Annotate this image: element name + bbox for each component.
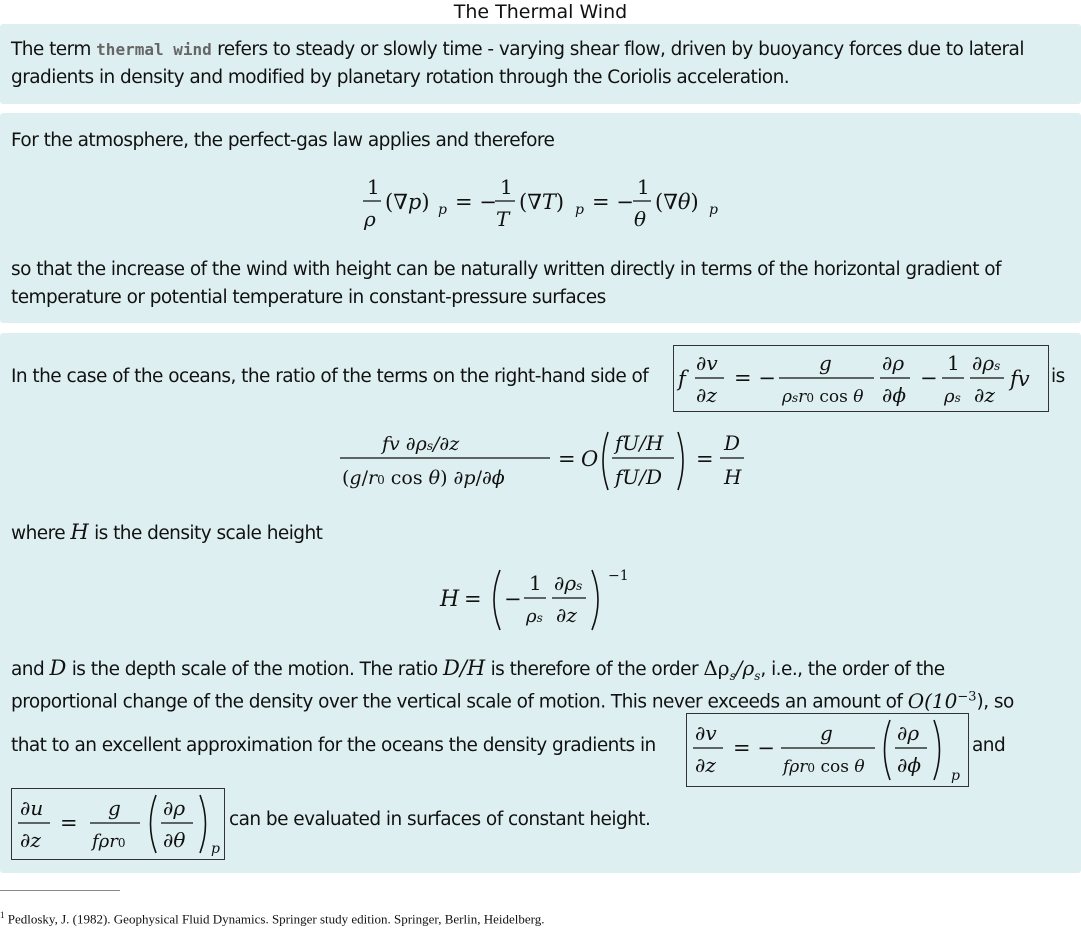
svg-text:−: −	[920, 366, 938, 390]
svg-text:fv ∂ρs/∂z: fv ∂ρs/∂z	[381, 433, 459, 455]
var-D: D	[49, 656, 67, 680]
order-big-text: O(10	[907, 688, 958, 713]
svg-text:1: 1	[528, 571, 542, 595]
svg-text:D: D	[723, 431, 740, 455]
svg-text:fρr0 cos θ: fρr0 cos θ	[783, 757, 865, 777]
intro-text-before: The term	[11, 39, 91, 60]
footnote-text: Pedlosky, J. (1982). Geophysical Fluid Dynamics. Springer study edition. Springer, Berlin, Heidelberg.	[7, 911, 545, 927]
order-sub-2: s	[754, 669, 761, 683]
svg-text:fU/H: fU/H	[614, 431, 663, 455]
svg-text:∂ρs: ∂ρs	[553, 571, 582, 595]
svg-text:=: =	[60, 811, 78, 835]
svg-text:1: 1	[636, 175, 650, 199]
d-rest-1: is the depth scale of the motion. The ratio	[71, 659, 438, 680]
svg-text:p: p	[574, 202, 584, 218]
svg-text:O: O	[580, 447, 598, 471]
du-dz-eq-framed	[11, 788, 225, 860]
svg-text:(∇θ): (∇θ)	[654, 190, 699, 214]
svg-text:fv: fv	[1010, 367, 1030, 391]
svg-text:1: 1	[499, 175, 513, 199]
svg-text:= −: = −	[733, 736, 775, 760]
svg-text:p: p	[708, 202, 718, 218]
svg-text:f: f	[678, 367, 686, 391]
svg-text:(∇p): (∇p)	[384, 190, 430, 214]
gas-law-equation	[0, 172, 1081, 232]
ratio-DH: D/H	[443, 656, 486, 680]
d-rest-2: is therefore of the order	[490, 659, 699, 680]
svg-text:(g/r0 cos θ) ∂p/∂ϕ: (g/r0 cos θ) ∂p/∂ϕ	[341, 467, 505, 489]
svg-text:H: H	[723, 465, 741, 489]
oceans-lead-end: is	[1051, 366, 1065, 387]
svg-text:H: H	[439, 587, 459, 612]
intro-paragraph	[11, 36, 1070, 92]
dv-dz-eq-framed	[686, 713, 969, 787]
svg-text:(∇T): (∇T)	[518, 190, 564, 214]
svg-text:∂z: ∂z	[696, 383, 717, 407]
svg-text:ρ: ρ	[363, 207, 376, 231]
order-big	[908, 689, 977, 713]
line-2-text: proportional change of the density over the vertical scale of motion. This never exceeds an amount of	[11, 691, 903, 713]
thermal-wind-term: thermal wind	[96, 40, 212, 59]
svg-text:1: 1	[366, 175, 380, 199]
svg-text:∂v: ∂v	[696, 351, 718, 375]
d-line-3: that to an excellent approximation for the oceans the density gradients in	[11, 735, 656, 756]
svg-text:∂z: ∂z	[974, 383, 995, 407]
ratio-equation	[0, 426, 1081, 496]
svg-text:g: g	[820, 721, 833, 745]
svg-text:fρr0: fρr0	[92, 831, 126, 852]
svg-text:∂z: ∂z	[555, 603, 577, 627]
oceans-lead: In the case of the oceans, the ratio of the terms on the right-hand side of	[11, 366, 649, 387]
svg-text:fU/D: fU/D	[614, 465, 662, 489]
svg-text:T: T	[495, 207, 509, 231]
svg-text:=: =	[463, 587, 482, 611]
svg-text:1: 1	[947, 351, 960, 375]
where-a: where	[11, 523, 66, 544]
page-title: The Thermal Wind	[453, 1, 628, 23]
order-sub-1: s	[729, 669, 736, 683]
order-end: ), so	[976, 691, 1014, 713]
svg-text:∂v: ∂v	[695, 721, 717, 745]
d-rest-3: , i.e., the order of the	[760, 659, 945, 680]
var-H: H	[70, 520, 89, 544]
thermal-wind-eq-framed	[673, 345, 1049, 412]
svg-text:−1: −1	[607, 568, 629, 584]
svg-text:∂θ: ∂θ	[163, 828, 186, 852]
order-delta-rho	[703, 656, 761, 683]
svg-text:ρs: ρs	[944, 386, 961, 407]
svg-text:ρsr0 cos θ: ρsr0 cos θ	[782, 387, 864, 407]
where-line	[11, 518, 322, 548]
footnote-marker: 1	[0, 910, 5, 920]
svg-text:p: p	[437, 202, 447, 218]
svg-text:∂z: ∂z	[20, 828, 41, 852]
order-delta-rho-a: Δρ	[703, 656, 730, 680]
svg-text:g: g	[108, 796, 121, 820]
svg-text:=: =	[557, 447, 576, 471]
svg-text:∂z: ∂z	[695, 753, 716, 777]
svg-text:∂ρ: ∂ρ	[897, 721, 920, 745]
order-delta-rho-b: /ρ	[735, 656, 755, 680]
svg-text:∂ρs: ∂ρs	[972, 351, 1001, 375]
and-d-a: and	[11, 659, 45, 680]
order-exponent: −3	[957, 689, 977, 704]
svg-text:ρs: ρs	[525, 606, 543, 627]
atmosphere-lead: For the atmosphere, the perfect-gas law applies and therefore	[11, 130, 555, 151]
line-4: can be evaluated in surfaces of constant height.	[229, 809, 651, 830]
scale-height-equation	[0, 562, 1081, 634]
svg-text:∂u: ∂u	[20, 796, 44, 820]
svg-text:p: p	[211, 841, 220, 857]
svg-text:∂ϕ: ∂ϕ	[897, 753, 921, 777]
svg-text:−: −	[503, 587, 522, 611]
svg-text:g: g	[819, 351, 832, 375]
intro-text-after: refers to steady or slowly time - varying shear flow, driven by buoyancy forces due to lateral gradients in density and modified by planetary rotation through the Coriolis acceleration.	[11, 39, 1024, 88]
svg-text:=: =	[695, 447, 714, 471]
svg-text:∂ϕ: ∂ϕ	[882, 383, 906, 407]
line-3-end: and	[972, 735, 1006, 756]
intro-box	[0, 24, 1081, 104]
svg-text:∂ρ: ∂ρ	[882, 351, 905, 375]
footnote	[0, 910, 545, 927]
atmosphere-after: so that the increase of the wind with height can be naturally written directly in terms of the horizontal gradient of temperature or potential temperature in constant-pressure surfaces	[11, 259, 1001, 308]
svg-text:= −: = −	[591, 190, 634, 214]
svg-text:p: p	[951, 768, 960, 784]
svg-text:= −: = −	[454, 190, 497, 214]
svg-text:∂ρ: ∂ρ	[163, 796, 186, 820]
svg-text:= −: = −	[734, 366, 776, 390]
footnote-rule	[0, 890, 120, 891]
where-b: is the density scale height	[94, 523, 323, 544]
svg-text:θ: θ	[633, 207, 646, 231]
d-line-2	[11, 683, 1014, 717]
